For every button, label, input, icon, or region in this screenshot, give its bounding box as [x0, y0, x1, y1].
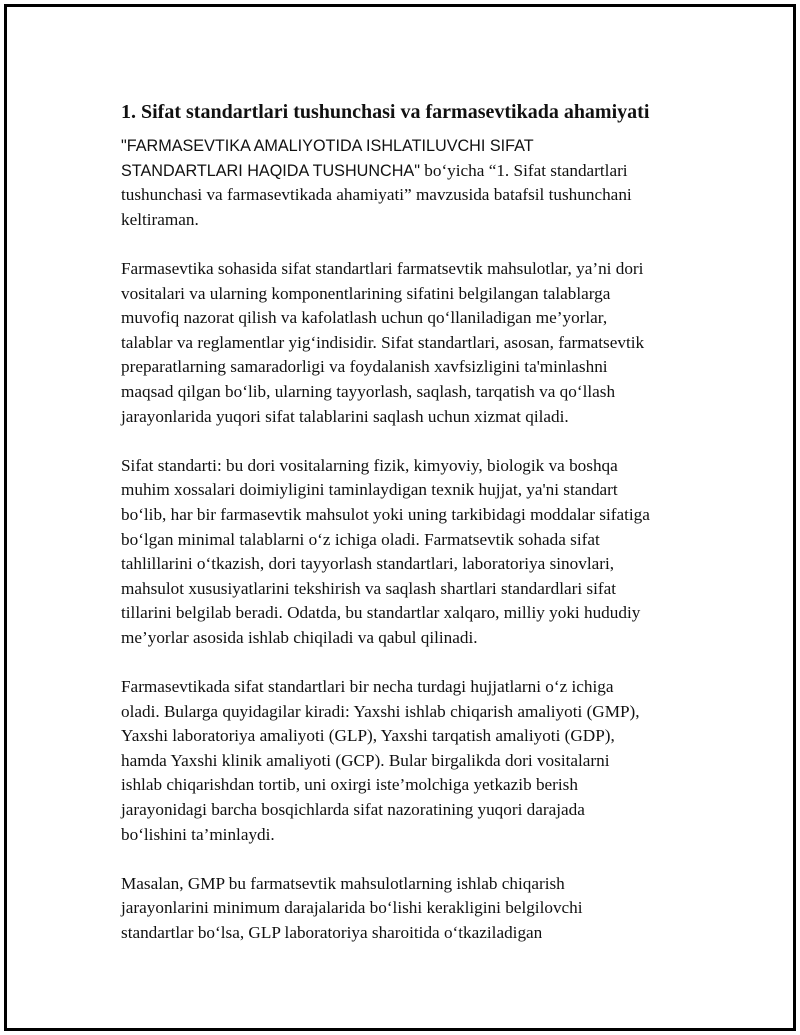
section-heading: 1. Sifat standartlari tushunchasi va farmasevtikada ahamiyati	[121, 101, 650, 123]
text-line: mahsulot xususiyatlarini tekshirish va saqlash shartlari standardlari sifat	[121, 578, 616, 598]
paragraph-practices	[121, 675, 695, 847]
text-line: vositalari va ularning komponentlarining sifatini belgilangan talablarga	[121, 283, 611, 303]
text-fragment: bo‘yicha “1. Sifat standartlari	[419, 160, 628, 180]
text-line: oladi. Bularga quyidagilar kiradi: Yaxshi ishlab chiqarish amaliyoti (GMP),	[121, 701, 640, 721]
text-line: bo‘lishini ta’minlaydi.	[121, 824, 275, 844]
text-line: jarayonidagi barcha bosqichlarda sifat nazoratining yuqori darajada	[121, 800, 585, 820]
paragraph-example	[121, 872, 695, 946]
text-line: Farmasevtika sohasida sifat standartlari farmatsevtik mahsulotlar, ya’ni dori	[121, 258, 644, 278]
text-line: tushunchasi va farmasevtikada ahamiyati” mavzusida batafsil tushunchani	[121, 185, 632, 205]
document-body	[121, 99, 695, 946]
text-line: maqsad qilgan bo‘lib, ularning tayyorlash, saqlash, tarqatish va qo‘llash	[121, 381, 616, 401]
text-line: Masalan, GMP bu farmatsevtik mahsulotlarning ishlab chiqarish	[121, 873, 565, 893]
text-line: ishlab chiqarishdan tortib, uni oxirgi iste’molchiga yetkazib berish	[121, 775, 578, 795]
text-line: tillarini belgilab beradi. Odatda, bu standartlar xalqaro, milliy yoki hududiy	[121, 603, 641, 623]
text-line: muhim xossalari doimiyligini taminlaydigan texnik hujjat, ya'ni standart	[121, 480, 618, 500]
text-line: muvofiq nazorat qilish va kafolatlash uchun qo‘llaniladigan me’yorlar,	[121, 308, 608, 328]
paragraph-intro	[121, 134, 695, 232]
paragraph-standard	[121, 454, 695, 651]
text-line: me’yorlar asosida ishlab chiqiladi va qabul qilinadi.	[121, 627, 478, 647]
text-line: jarayonlarida yuqori sifat talablarini saqlash uchun xizmat qiladi.	[121, 406, 569, 426]
text-line: Yaxshi laboratoriya amaliyoti (GLP), Yaxshi tarqatish amaliyoti (GDP),	[121, 726, 615, 746]
text-line: jarayonlarini minimum darajalarida bo‘lishi kerakligini belgilovchi	[121, 898, 583, 918]
text-line: standartlar bo‘lsa, GLP laboratoriya sharoitida o‘tkaziladigan	[121, 923, 543, 942]
text-line: Sifat standarti: bu dori vositalarning fizik, kimyoviy, biologik va boshqa	[121, 455, 618, 475]
text-line: talablar va reglamentlar yig‘indisidir. Sifat standartlari, asosan, farmatsevtik	[121, 332, 645, 352]
text-line: "FARMASEVTIKA AMALIYOTIDA ISHLATILUVCHI SIFAT	[121, 137, 534, 155]
text-line: bo‘lgan minimal talablarni o‘z ichiga oladi. Farmatsevtik sohada sifat	[121, 529, 600, 549]
paragraph-definition	[121, 257, 695, 429]
text-line: Farmasevtikada sifat standartlari bir necha turdagi hujjatlarni o‘z ichiga	[121, 677, 614, 697]
text-line: preparatlarning samaradorligi va foydalanish xavfsizligini ta'minlashni	[121, 357, 608, 377]
text-line: bo‘lib, har bir farmasevtik mahsulot yoki uning tarkibidagi moddalar sifatiga	[121, 504, 650, 524]
text-line: hamda Yaxshi klinik amaliyoti (GCP). Bular birgalikda dori vositalarni	[121, 750, 610, 770]
text-fragment: STANDARTLARI HAQIDA TUSHUNCHA"	[121, 161, 420, 180]
page-frame	[4, 4, 796, 1031]
text-line: tahlillarini o‘tkazish, dori tayyorlash standartlari, laboratoriya sinovlari,	[121, 554, 615, 574]
text-line: keltiraman.	[121, 209, 199, 229]
text-line	[121, 159, 695, 184]
